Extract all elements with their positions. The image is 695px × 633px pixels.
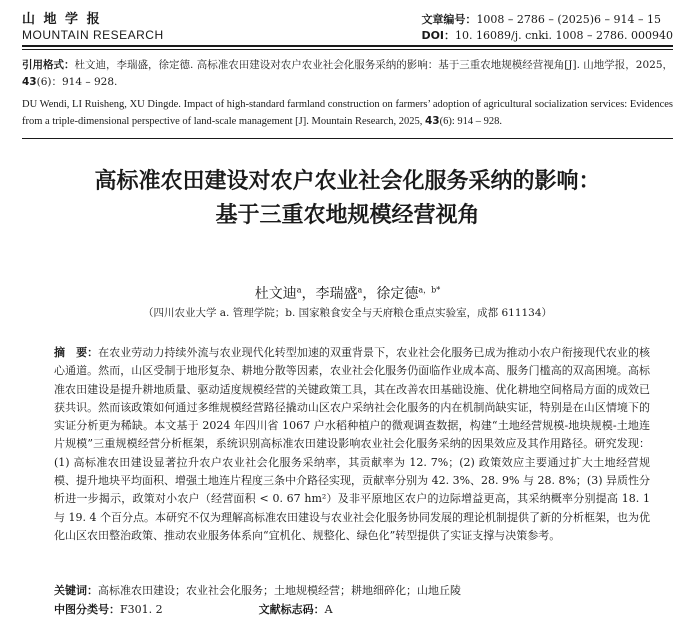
doi: 10. 16089/j. cnki. 1008 – 2786. 000940 [455, 29, 673, 42]
keywords [54, 582, 650, 600]
keywords-text: 高标准农田建设；农业社会化服务；土地规模经营；耕地细碎化；山地丘陵 [98, 584, 461, 597]
article-no-label: 文章编号： [421, 13, 477, 26]
doi-label: DOI： [421, 29, 456, 42]
clc-code: F301. 2 [120, 603, 163, 616]
citation-cn-text: 杜文迪，李瑞盛，徐定德. 高标准农田建设对农户农业社会化服务采纳的影响：基于三重农地规模经营视角[J]. 山地学报，2025， [74, 59, 674, 71]
author-name: 徐定德 [376, 286, 419, 302]
citation-en-volume: 43 [424, 115, 440, 127]
paper-title-line1: 高标准农田建设对农户农业社会化服务采纳的影响： [94, 169, 601, 194]
classification [54, 601, 333, 619]
author-list: 杜文迪$^a$，李瑞盛$^a$，徐定德$^{a,b*}$ [254, 285, 441, 302]
header-rule-thin [22, 49, 673, 50]
author-affil-mark: a [296, 285, 302, 295]
citation-cn-tail: (6)：914 – 928. [36, 76, 118, 88]
abstract-text: 在农业劳动力持续外流与农业现代化转型加速的双重背景下，农业社会化服务已成为推动小农户衔接现代农业的核心通道。然而，山区受制于地形复杂、耕地分散等因素，农业社会化服务仍面临作业成本高、服务门槛高的双高困境。高标准农田建设是提升耕地质量、驱动适度规模经营的关键政策工具，其在改善农田基础设施、优化耕地空间格局方面的成效已获共识。然而该政策如何通过多维规模经营路径撬动山区农户采纳社会化服务的内在机制尚缺实证，特别是在山区情境下的实证分析更为稀缺。本文基于 2024 年四川省 1067 户水稻种植户的微观调查数据，构建“土地经营规模-地块规模-土地连片规模”三重规模经营分析框架，系统识别高标准农田建设影响农业社会化服务采纳的因果效应及其作用路径。研究发现：(1) 高标准农田建设显著拉升农户农业社会化服务采纳率，其贡献率为 12. 7%；(2) 政策效应主要通过扩大土地经营规模、提升地块平均面积、增强土地连片程度三条中介路径实现，贡献率分别为 42. 3%、28. 9% 与 28. 8%；(3) 异质性分析进一步揭示，政策对小农户（经营面积 < 0. 67 hm²）及非平原地区农户的边际增益更高，其采纳概率分别提高 18. 1 与 19. 4 个百分点。本研究不仅为理解高标准农田建设与农业社会化服务协同发展的理论机制提供了新的分析框架，也为优化山区农田整治政策、推动农业服务体系向“宜机化、规整化、绿色化”转型提供了实证支撑与决策参考。 [54, 346, 651, 542]
author-affil-mark: a [357, 285, 363, 295]
journal-masthead [22, 12, 164, 43]
citation-rule [22, 138, 673, 139]
article-meta [421, 12, 673, 44]
author-affil-mark: a，b* [418, 285, 441, 295]
clc-label: 中图分类号： [54, 603, 120, 616]
citation-en [22, 96, 673, 130]
citation-cn-volume: 43 [22, 76, 37, 88]
keywords-label: 关键词： [54, 584, 98, 597]
article-no: 1008 – 2786 – (2025)6 – 914 – 15 [476, 13, 661, 26]
author-name: 杜文迪 [254, 286, 297, 302]
journal-name-cn: 山 地 学 报 [22, 12, 102, 27]
doc-code-label: 文献标志码： [258, 603, 325, 616]
citation-en-tail: (6): 914 – 928. [439, 116, 502, 127]
citation-cn [22, 57, 673, 91]
abstract [54, 344, 650, 545]
citation-label: 引用格式： [22, 59, 75, 71]
author-name: 李瑞盛 [315, 286, 358, 302]
paper-title-line2: 基于三重农地规模经营视角 [215, 203, 480, 228]
citation-en-text: DU Wendi, LI Ruisheng, XU Dingde. Impact of high-standard farmland construction on farmers’ adoption of agricultural socialization services: Evidences from a triple-dimensional perspective of land-scale management [J]. Mountain Research, 2025, [22, 99, 673, 127]
doc-code: A [324, 603, 333, 616]
affiliation: （四川农业大学 a. 管理学院；b. 国家粮食安全与天府粮仓重点实验室，成都 611134） [142, 307, 553, 319]
header-rule-thick [22, 45, 673, 47]
abstract-label: 摘 要： [54, 346, 99, 359]
journal-name-en: MOUNTAIN RESEARCH [22, 28, 164, 42]
